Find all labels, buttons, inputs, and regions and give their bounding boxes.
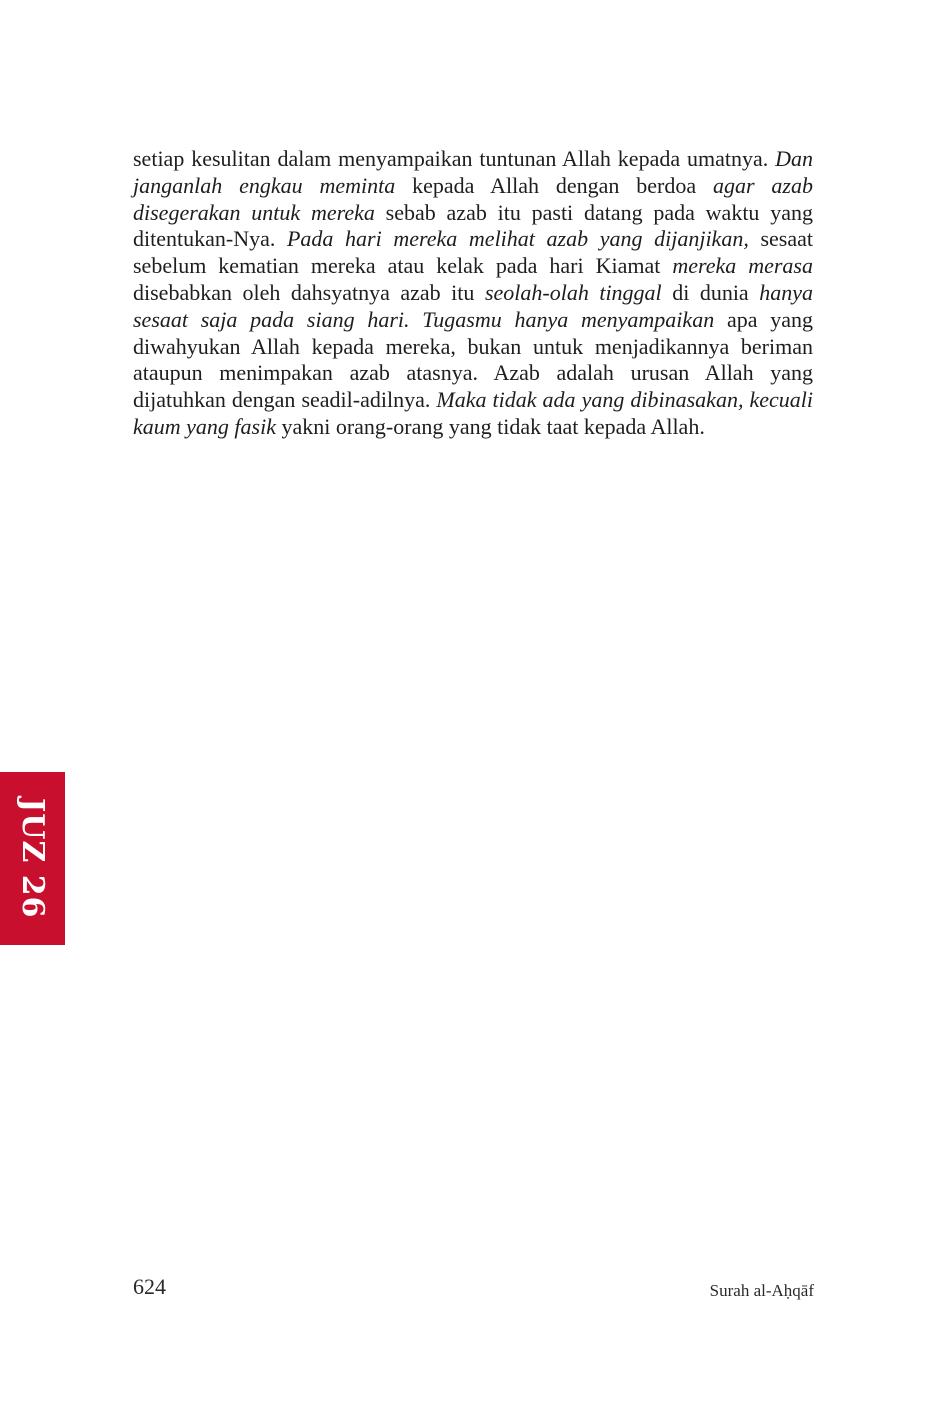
italic-text-run: mereka merasa (672, 253, 813, 279)
juz-label: JUZ 26 (15, 798, 50, 919)
text-run: setiap kesulitan dalam menyampaikan tuntunan Allah kepada umatnya. (133, 146, 776, 171)
text-run: di dunia (661, 279, 760, 305)
italic-text-run: seolah-olah tinggal (484, 279, 662, 305)
paragraph (133, 146, 813, 441)
italic-text-run: Dan janganlah engkau meminta (133, 146, 813, 198)
surah-name: Surah al-Aḥqāf (709, 1281, 814, 1300)
page-number: 624 (133, 1274, 166, 1299)
juz-tab (0, 772, 65, 945)
italic-text-run: agar azab disegerakan untuk mereka (133, 172, 813, 225)
text-run: sebab azab itu pasti datang pada waktu yang ditentukan-Nya. (133, 199, 813, 252)
italic-text-run: Maka tidak ada yang dibinasakan, kecuali kaum yang fasik (133, 387, 813, 439)
italic-text-run: Pada hari mereka melihat azab yang dijanjikan, (286, 226, 749, 252)
text-run: disebabkan oleh dahsyatnya azab itu (133, 279, 485, 305)
text-run: kepada Allah dengan berdoa (395, 172, 713, 198)
text-run: apa yang diwahyukan Allah kepada mereka, bukan untuk menjadikannya beriman ataupun menimpakan azab atasnya. Azab adalah urusan Allah yang dijatuhkan dengan seadil-adilnya. (133, 306, 813, 413)
text-run: yakni orang-orang yang tidak taat kepada Allah. (275, 413, 705, 439)
body-text (133, 146, 813, 441)
text-run: sesaat sebelum kematian mereka atau kelak pada hari Kiamat (133, 226, 813, 279)
italic-text-run: hanya sesaat saja pada siang hari. Tugasmu hanya menyampaikan (133, 279, 813, 332)
